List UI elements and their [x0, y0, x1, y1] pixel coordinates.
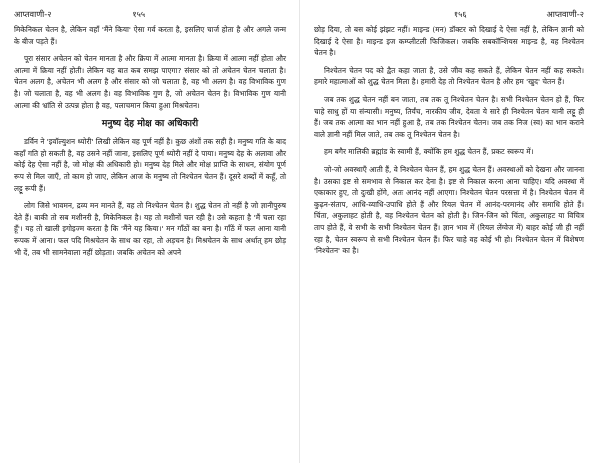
paragraph: जो-जो अवस्थाएँ आती हैं, वे निश्चेतन चेतन हैं, हम शुद्ध चेतन हैं। अवस्थाओं को देखना और जानना है। उसका इष्ट से समभाव से निकाल कर देना है। इष्ट से निकाल करना आना चाहिए। यदि अवस्था में एकाकार हुए, तो दुःखी होंगे, अतः आनंद नहीं आएगा। निश्चेतन चेतन परसत्ता में है। निश्चेतन चेतन में कुढ़न-संताप, आधि-व्याधि-उपाधि होते हैं और रियल चेतन में आनंद-परमानंद और समाधि होते हैं। चिंता, अकुलाहट होती है, वह निश्चेतन चेतन को होती है। जिन-जिन को चिंता, अकुलाहट या विचित्र ताप होते हैं, वे सभी के सभी निश्चेतन चेतन हैं। ज्ञान भाव में (रियल लेंग्वेज में) बाहर कोई जी ही नहीं रहा है, चेतन स्वरूप से सभी निश्चेतन चेतन हैं। फिर चाहे वह कोई भी हो। निश्चेतन चेतन में विशेषण 'निश्चेतन' का है। — [314, 164, 584, 256]
paragraph: निश्चेतन चेतन पद को द्वैत कहा जाता है, उसे जीव कह सकते हैं, लेकिन चेतन नहीं कह सकते। हमारे महात्माओं को शुद्ध चेतन मिला है। हमारी देह तो निश्चेतन चेतन है और हम 'खुद' चेतन हैं। — [314, 65, 584, 87]
paragraph: छोड़ दिया, तो बस कोई झंझट नहीं। माइन्ड (मन) डॉक्टर को दिखाई दे ऐसा नहीं है, लेकिन ज्ञानी को दिखाई दे ऐसा है। माइन्ड इज कम्प्लीटली फिजिकल। जबकि सबकॉन्शियस माइन्ड है, वह निश्चेतन चेतन है। — [314, 25, 584, 58]
paragraph: पूरा संसार अचेतन को चेतन मानता है और क्रिया में आत्मा मानता है। क्रिया में आत्मा नहीं होता और आत्मा में क्रिया नहीं होती। लेकिन यह बात कब समझ पाएगा? संसार को तो अचेतन चेतन चलाता है। चेतन अलग है, अचेतन भी अलग है और संसार को जो चलाता है, वह भी अलग है। वह विभाविक गुण है। जो चलाता है, वह भी अलग है। वह विभाविक गुण है, जो अचेतन चेतन है। विभाविक गुण यानी आत्मा की भ्रांति से उत्पन्न होता है वह, पलाचमान किया हुआ मिश्रचेतन। — [14, 54, 286, 110]
right-page — [300, 0, 600, 463]
paragraph: जब तक शुद्ध चेतन नहीं बन जाता, तब तक तू निश्चेतन चेतन है। सभी निश्चेतन चेतन हो हैं, फिर चाहे साधु हों या संन्यासी। मनुष्य, तिर्यंच, नारकीय जीव, देवता ये सारे ही निश्चेतन चेतन यानी लट्टू ही हैं। जब तक आत्मा का भान नहीं हुआ है, तब तक निश्चेतन चेतन। जब तक निज (स्व) का भान कराने वाले ज्ञानी नहीं मिल जाते, तब तक तू निश्चेतन चेतन है। — [314, 94, 584, 139]
paragraph: लोग जिसे भावमन, द्रव्य मन मानते हैं, वह तो निश्चेतन चेतन है। शुद्ध चेतन तो नहीं है जो ज्ञानीपुरुष देते हैं। बाकी तो सब मशीनरी है, मिकेनिकल है। यह तो मशीनों चल रही है। उसे कहता है 'मैं चला रहा हूँ'। यह तो खाली इगोइज्म करता है कि 'मैंने यह किया।' मन गाँठों का बना है। गाँठें में फल आना यानी रूपक में आना। फल पदि मिश्रचेतन के साथ का रहा, तो अड़चन है। मिश्रचेतन के साथ अर्थात् हम छोड़ भी दें, तब भी सामनेवाला नहीं छोड़ता। जबकि अचेतन को अपने — [14, 201, 286, 257]
paragraph: मिकेनिकल चेतन है, लेकिन वहाँ 'मैंने किया' ऐसा गर्व करता है, इसलिए चार्ज होता है और अगले जन्म के बीज पड़ते हैं। — [14, 25, 286, 46]
paragraph: हम बगैर मालिकी ब्रह्मांड के स्वामी हैं, क्योंकि हम शुद्ध चेतन हैं, प्रकट स्वरूप में। — [324, 147, 534, 157]
page-number: १५५ — [132, 9, 146, 19]
page-number: १५६ — [453, 9, 467, 19]
right-page-header — [314, 8, 584, 20]
section-heading: मनुष्य देह मोक्ष का अधिकारी — [101, 118, 199, 130]
running-title: आप्तवाणी-२ — [546, 9, 584, 19]
paragraph: डर्विन ने 'इवॉल्युशन थ्योरी' लिखी लेकिन वह पूर्ण नहीं है। कुछ अंशों तक सही है। मनुष्य गति के बाद कहाँ गति हो सकती है, वह उसने नहीं जाना, इसलिए पूर्ण थ्योरी नहीं दे पाया। मनुष्य देह के अलावा और कोई देह ऐसा नहीं है, जो मोक्ष की अधिकारी हो। मनुष्य देह मिले और मोक्ष प्राप्ति के साधन, संयोग पूर्ण रूप से मिल जाएँ, तो काम हो जाए, लेकिन आज के मनुष्य तो निश्चेतन चेतन हैं। दूसरे शब्दों में कहूँ, तो लट्टू रूपी हैं। — [14, 137, 286, 193]
left-page-header — [14, 8, 286, 20]
running-title: आप्तवाणी-२ — [14, 9, 52, 19]
